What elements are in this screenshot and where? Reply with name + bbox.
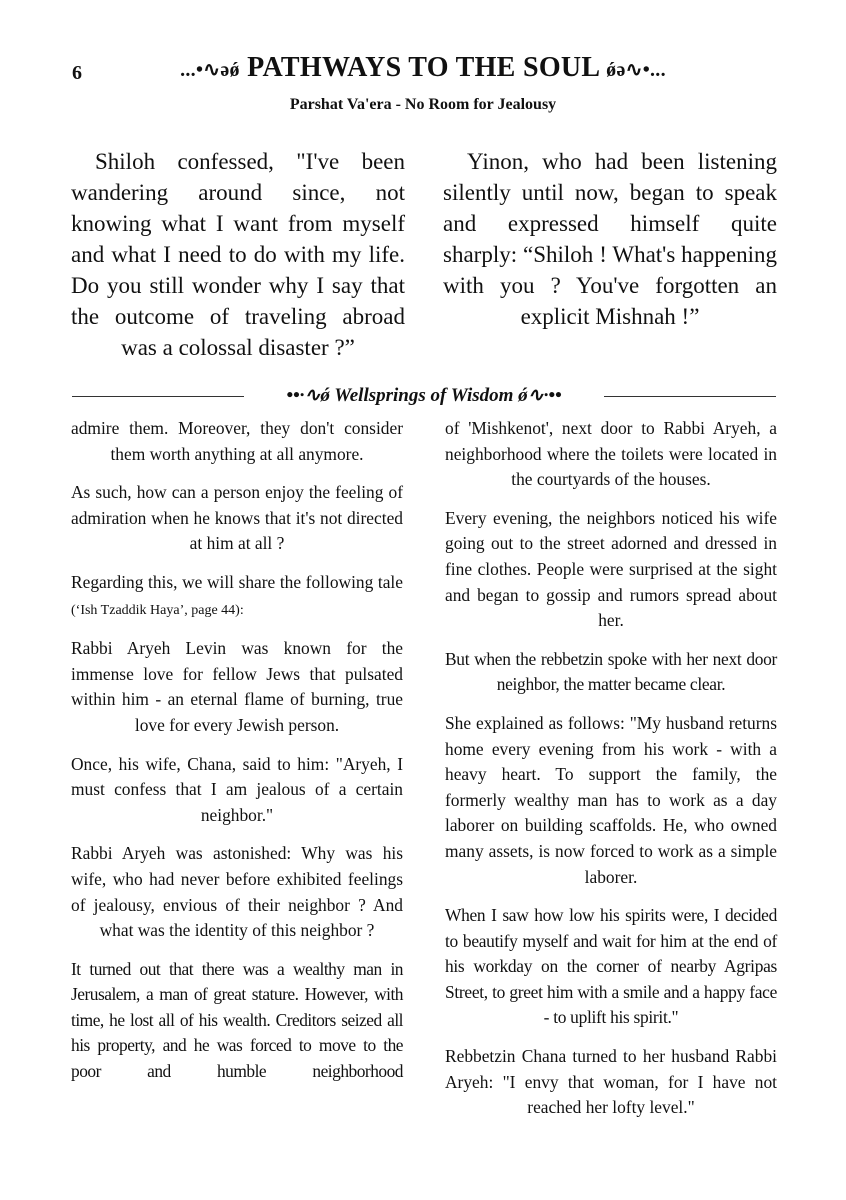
story-paragraph: Yinon, who had been listening silently until now, began to speak and expressed himself quite sharply: “Shiloh ! What's happening with you ? You've forgotten an explicit Mishnah !” [443,149,777,329]
paragraph: admire them. Moreover, they don't consider them worth anything at all anymore. [71,418,403,464]
paragraph: When I saw how low his spirits were, I decided to beautify myself and wait for him at the end of his workday on the corner of nearby Agripas Street, to greet him with a smile and a happy face - to uplift his spirit." [445,905,777,1028]
paragraph: She explained as follows: "My husband returns home every evening from his work - with a heavy heart. To support the family, the formerly wealthy man has to work as a day laborer on building scaffolds. He, who owned many assets, is now forced to work as a simple laborer. [445,712,777,887]
section-heading-text: Wellsprings of Wisdom [334,385,514,406]
paragraph: of 'Mishkenot', next door to Rabbi Aryeh, a neighborhood where the toilets were located in the courtyards of the houses. [445,418,777,490]
paragraph: Every evening, the neighbors noticed his wife going out to the street adorned and dressed in fine clothes. People were surprised at the sight and began to gossip and rumors spread about her. [445,507,777,631]
paragraph: Once, his wife, Chana, said to him: "Aryeh, I must confess that I am jealous of a certain neighbor." [71,753,403,825]
section-heading [244,384,604,407]
story-column-left [71,146,405,363]
divider-left-ornament-icon: ••∙∿ǿ [286,385,330,406]
paragraph: Rebbetzin Chana turned to her husband Rabbi Aryeh: "I envy that woman, for I have not reached her lofty level." [445,1046,777,1118]
wisdom-column-right [445,416,777,1134]
chapter-subtitle: Parshat Va'era - No Room for Jealousy [289,96,557,113]
page-number: 6 [72,62,82,84]
paragraph: But when the rebbetzin spoke with her next door neighbor, the matter became clear. [445,648,777,695]
paragraph: It turned out that there was a wealthy man in Jerusalem, a man of great stature. However, with time, he lost all of his wealth. Creditors seized all his property, and he was forced to move to the poor and humble neighborhood [71,958,403,1082]
paragraph: Rabbi Aryeh Levin was known for the immense love for fellow Jews that pulsated within him - an eternal flame of burning, true love for every Jewish person. [71,638,403,735]
divider-right-ornament-icon: ǿ∿∙•• [518,385,562,406]
divider-rule-right [604,396,776,397]
divider-rule-left [72,396,244,397]
paragraph: As such, how can a person enjoy the feeling of admiration when he knows that it's not directed at him at all ? [71,482,403,554]
book-title: PATHWAYS TO THE SOUL [247,52,599,83]
source-citation: (‘Ish Tzaddik Haya’, page 44): [71,602,244,618]
running-header [128,52,718,84]
wisdom-column-left [71,416,403,1085]
section-divider [72,384,776,408]
left-ornament-icon: ...•∿əǿ [180,59,240,81]
paragraph-text: Regarding this, we will share the following tale [71,571,403,592]
paragraph: Rabbi Aryeh was astonished: Why was his wife, who had never before exhibited feelings of jealousy, envious of their neighbor ? And what was the identity of this neighbor ? [71,843,403,941]
story-paragraph: Shiloh confessed, "I've been wandering around since, not knowing what I want from myself and what I need to do with my life. Do you still wonder why I say that the outcome of traveling abroad was a colossal disaster ?” [71,149,405,360]
paragraph [71,570,403,623]
right-ornament-icon: ǿə∿•... [606,59,666,81]
story-column-right [443,146,777,332]
